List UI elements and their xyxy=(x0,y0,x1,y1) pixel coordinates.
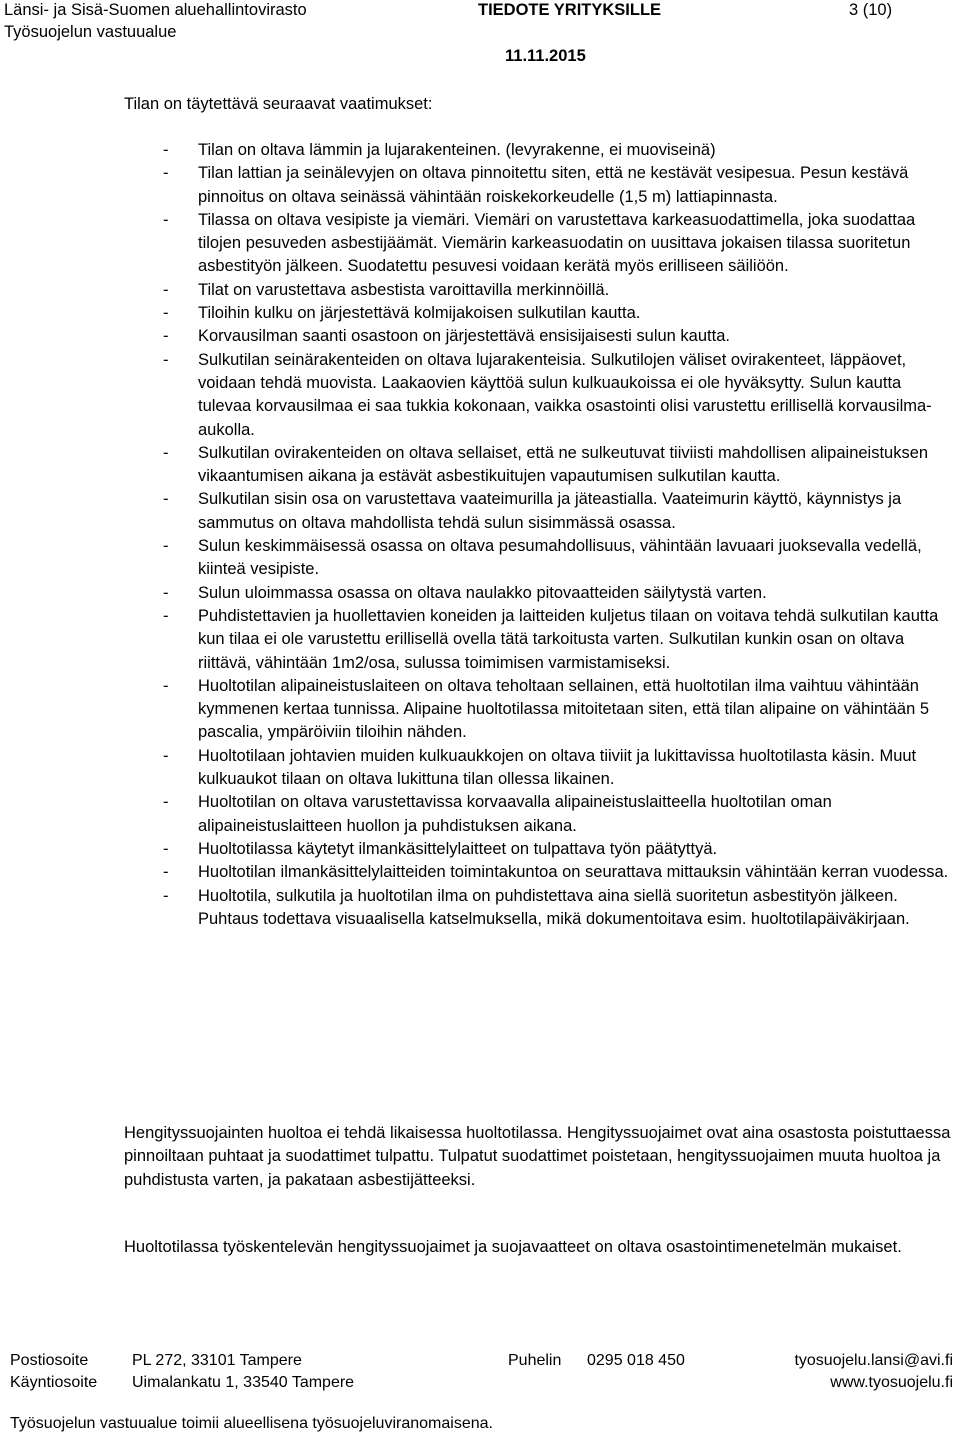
list-item: - Tilassa on oltava vesipiste ja viemäri. Viemäri on varustettava karkeasuodattimella, joka suodattaa tilojen pesuveden asbestijäämät. Viemärin karkeasuodatin on uusittava jokaisen tilassa suoritetun asbestityön jälkeen. Suodatettu pesuvesi voidaan kerätä myös erilliseen säiliöön. xyxy=(163,209,955,279)
list-item: - Sulkutilan seinärakenteiden on oltava lujarakenteisia. Sulkutilojen väliset ovirakenteet, läppäovet, voidaan tehdä muovista. Laakaovien käyttöä sulun kulkuaukoissa ei ole hyväksytty. Sulun kautta tulevaa korvausilmaa ei saa tukkia kokonaan, vaikka osastointi olisi varustettu erillisellä korvausilma-aukolla. xyxy=(163,349,955,442)
footer-phone-label: Puhelin xyxy=(508,1352,562,1369)
list-item: - Sulkutilan sisin osa on varustettava vaateimurilla ja jäteastialla. Vaateimurin käyttö, käynnistys ja sammutus on oltava mahdollista tehdä sulun sisimmässä osassa. xyxy=(163,488,955,535)
list-item: - Huoltotilassa käytetyt ilmankäsittelylaitteet on tulpattava työn päätyttyä. xyxy=(163,838,955,861)
paragraph-respirator-maintenance: Hengityssuojainten huoltoa ei tehdä likaisessa huoltotilassa. Hengityssuojaimet ovat aina osastosta poistuttaessa pinnoiltaan puhtaat ja suodattimet tulpattu. Tulpatut suodattimet poistetaan, hengityssuojaimen muuta huoltoa ja puhdistusta varten, ja pakataan asbestijätteeksi. xyxy=(124,1124,951,1189)
footer-note: Työsuojelun vastuualue toimii alueellisena työsuojeluviranomaisena. xyxy=(10,1415,493,1432)
footer-phone-number: 0295 018 450 xyxy=(587,1352,685,1369)
list-item: - Huoltotilan on oltava varustettavissa korvaavalla alipaineistuslaitteella huoltotilan oman alipaineistuslaitteen huollon ja puhdistuksen aikana. xyxy=(163,791,955,838)
list-item: - Tilat on varustettava asbestista varoittavilla merkinnöillä. xyxy=(163,279,955,302)
list-item: - Huoltotilan alipaineistuslaiteen on oltava teholtaan sellainen, että huoltotilan ilma vaihtuu vähintään kymmenen kertaa tunnissa. Alipaine huoltotilassa mitoitetaan siten, että tilan alipaine on vähintään 5 pascalia, ympäröiviin tiloihin nähden. xyxy=(163,675,955,745)
footer-email: tyosuojelu.lansi@avi.fi xyxy=(794,1352,953,1369)
footer-visit-label: Käyntiosoite xyxy=(10,1374,98,1391)
footer-postal-address: PL 272, 33101 Tampere xyxy=(132,1352,302,1369)
list-item: - Sulun keskimmäisessä osassa on oltava pesumahdollisuus, vähintään lavuaari juoksevalla vedellä, kiinteä vesipiste. xyxy=(163,535,955,582)
header-unit: Työsuojelun vastuualue xyxy=(4,23,177,41)
list-item: - Korvausilman saanti osastoon on järjestettävä ensisijaisesti sulun kautta. xyxy=(163,325,955,348)
requirements-list xyxy=(163,139,955,931)
paragraph-protective-gear: Huoltotilassa työskentelevän hengityssuojaimet ja suojavaatteet on oltava osastointimenetelmän mukaiset. xyxy=(124,1238,902,1256)
header-page-number: 3 (10) xyxy=(849,1,893,19)
footer-postal-label: Postiosoite xyxy=(10,1352,89,1369)
list-item: - Huoltotilaan johtavien muiden kulkuaukkojen on oltava tiiviit ja lukittavissa huoltotilasta käsin. Muut kulkuaukot tilaan on oltava lukittuna tilan ollessa likainen. xyxy=(163,745,955,792)
list-item: - Tiloihin kulku on järjestettävä kolmijakoisen sulkutilan kautta. xyxy=(163,302,955,325)
footer-website: www.tyosuojelu.fi xyxy=(830,1374,953,1391)
list-item: - Huoltotila, sulkutila ja huoltotilan ilma on puhdistettava aina siellä suoritetun asbestityön jälkeen. Puhtaus todettava visuaalisella katselmuksella, mikä dokumentoitava esim. huoltotilapäiväkirjaan. xyxy=(163,885,955,932)
list-item: - Tilan lattian ja seinälevyjen on oltava pinnoitettu siten, että ne kestävät vesipesua. Pesun kestävä pinnoitus on oltava seinässä vähintään roiskekorkeudelle (1,5 m) lattiapinnasta. xyxy=(163,162,955,209)
list-item: - Huoltotilan ilmankäsittelylaitteiden toimintakuntoa on seurattava mittauksin vähintään kerran vuodessa. xyxy=(163,861,955,884)
list-item: - Sulun uloimmassa osassa on oltava naulakko pitovaatteiden säilytystä varten. xyxy=(163,582,955,605)
header-date: 11.11.2015 xyxy=(505,47,586,65)
footer-visit-address: Uimalankatu 1, 33540 Tampere xyxy=(132,1374,355,1391)
list-item: - Sulkutilan ovirakenteiden on oltava sellaiset, että ne sulkeutuvat tiiviisti mahdollisen alipaineistuksen vikaantumisen aikana ja estävät asbestikuitujen vapautumisen sulkutilan kautta. xyxy=(163,442,955,489)
list-item: - Tilan on oltava lämmin ja lujarakenteinen. (levyrakenne, ei muoviseinä) xyxy=(163,139,955,162)
header-org: Länsi- ja Sisä-Suomen aluehallintovirasto xyxy=(4,1,307,19)
requirements-intro: Tilan on täytettävä seuraavat vaatimukset: xyxy=(124,95,433,113)
list-item: - Puhdistettavien ja huollettavien koneiden ja laitteiden kuljetus tilaan on voitava tehdä sulkutilan kautta kun tilaa ei ole varustettu erillisellä ovella tätä tarkoitusta varten. Sulkutilan kunkin osan on oltava riittävä, vähintään 1m2/osa, sulussa toimimisen varmistamiseksi. xyxy=(163,605,955,675)
header-doc-type: TIEDOTE YRITYKSILLE xyxy=(478,1,662,19)
